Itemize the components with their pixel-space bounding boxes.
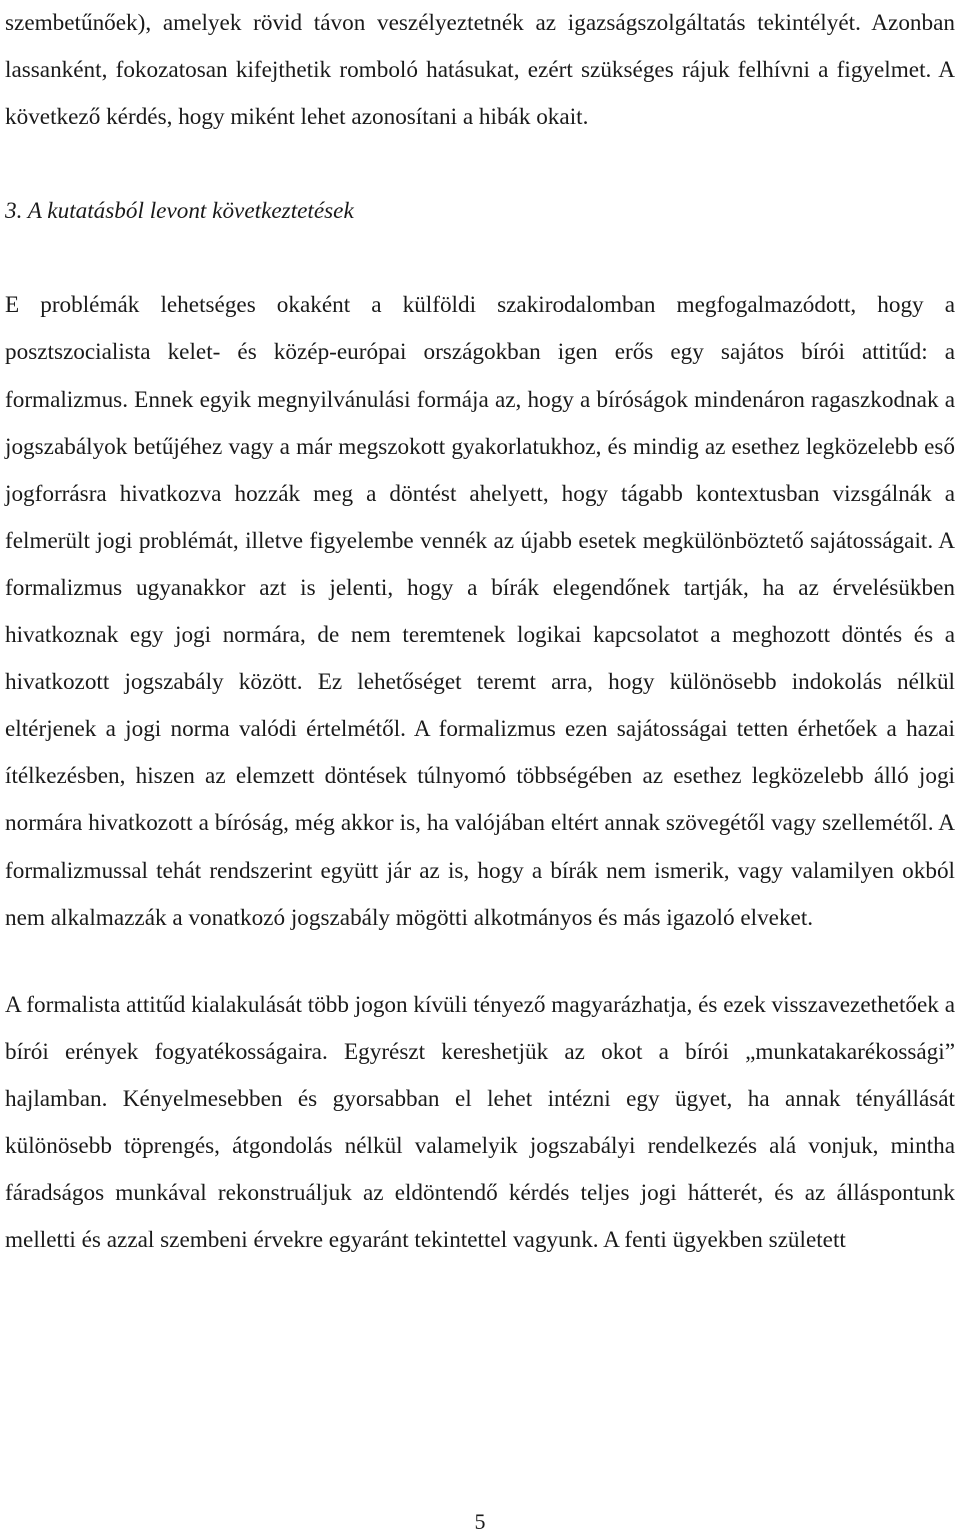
body-paragraph-2: A formalista attitűd kialakulását több jogon kívüli tényező magyarázhatja, és ezek visszavezethetőek a bírói erények fogyatékosságaira. Egyrészt kereshetjük az okot a bírói „munkatakarékossági” hajlamban. Kényelmesebben és gyorsabban el lehet intézni egy ügyet, ha annak tényállását különösebb töprengés, átgondolás nélkül valamelyik jogszabályi rendelkezés alá vonjuk, mintha fáradságos munkával rekonstruáljuk az eldöntendő kérdés teljes jogi hátterét, és az álláspontunk melletti és azzal szembeni érvekre egyaránt tekintettel vagyunk. A fenti ügyekben született (5, 991, 955, 1254)
spacer (5, 235, 955, 282)
intro-paragraph: szembetűnőek), amelyek rövid távon veszélyeztetnék az igazságszolgáltatás tekintélyét. Azonban lassanként, fokozatosan kifejthetik romboló hatásukat, ezért szükséges rájuk felhívni a figyelmet. A következő kérdés, hogy miként lehet azonosítani a hibák okait. (5, 10, 955, 131)
document-page (5, 0, 955, 1264)
body-paragraph-1: E problémák lehetséges okaként a külföldi szakirodalomban megfogalmazódott, hogy a posztszocialista kelet- és közép-európai országokban igen erős egy sajátos bírói attitűd: a formalizmus. Ennek egyik megnyilvánulási formája az, hogy a bíróságok mindenáron ragaszkodnak a jogszabályok betűjéhez vagy a már megszokott gyakorlatukhoz, és mindig az esethez legközelebb eső jogforrásra hivatkozva hozzák meg a döntést ahelyett, hogy tágabb kontextusban vizsgálnák a felmerült jogi problémát, illetve figyelembe vennék az újabb esetek megkülönböztető sajátosságait. A formalizmus ugyanakkor azt is jelenti, hogy a bírák elegendőnek tartják, ha az érvelésükben hivatkoznak egy jogi normára, de nem teremtenek logikai kapcsolatot a meghozott döntés és a hivatkozott jogszabály között. Ez lehetőséget teremt arra, hogy különösebb indokolás nélkül eltérjenek a jogi norma valódi értelmétől. A formalizmus ezen sajátosságai tetten érhetőek a hazai ítélkezésben, hiszen az elemzett döntések túlnyomó többségében az esethez legközelebb álló jogi normára hivatkozott a bíróság, még akkor is, ha valójában eltért annak szövegétől vagy szellemétől. A formalizmussal tehát rendszerint együtt jár az is, hogy a bírák nem ismerik, vagy valamilyen okból nem alkalmazzák a vonatkozó jogszabály mögötti alkotmányos és más igazoló elveket. (5, 292, 955, 931)
spacer (5, 141, 955, 188)
spacer (5, 942, 955, 982)
section-heading: 3. A kutatásból levont következtetések (5, 198, 354, 225)
page-number: 5 (474, 1509, 486, 1534)
